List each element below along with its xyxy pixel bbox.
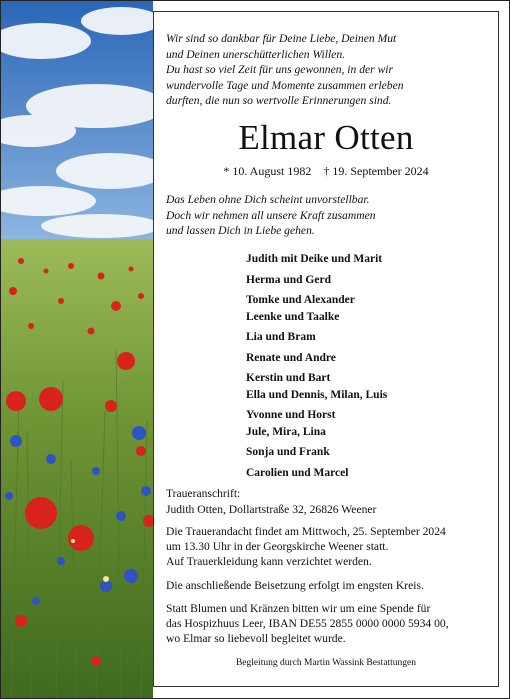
poem-line: wundervolle Tage und Momente zusammen erleben	[166, 78, 404, 92]
funeral-home-credit: Begleitung durch Martin Wassink Bestattungen	[235, 658, 417, 668]
mourner-line: Carolien und Marcel	[246, 466, 349, 479]
notice-line: wo Elmar so liebevoll begleitet wurde.	[166, 631, 346, 645]
mourner-group	[246, 370, 387, 403]
mourner-line: Ella und Dennis, Milan, Luis	[246, 388, 388, 401]
mourner-group	[246, 407, 387, 440]
mourner-line: Tomke und Alexander	[246, 294, 355, 306]
closing-poem	[166, 192, 376, 239]
poem-line: und lassen Dich in Liebe gehen.	[166, 224, 315, 237]
mourner-group	[246, 350, 387, 367]
notice-line: Statt Blumen und Kränzen bitten wir um eine Spende für	[166, 602, 431, 615]
mourner-line: Leenke und Taalke	[246, 310, 340, 323]
mourner-line: Renate und Andre	[246, 351, 336, 364]
mourner-group	[246, 444, 387, 461]
donation-notice	[166, 602, 449, 646]
notice-line: Auf Trauerkleidung kann verzichtet werden.	[166, 554, 372, 568]
notice-line: Die Trauerandacht findet am Mittwoch, 25. September 2024	[166, 525, 446, 538]
death-date: † 19. September 2024	[323, 164, 429, 178]
mourner-line: Sonja und Frank	[246, 446, 330, 458]
poem-line: Du hast so viel Zeit für uns gewonnen, in der wir	[166, 63, 394, 76]
address-label: Traueranschrift:	[166, 487, 241, 500]
poem-line: Doch wir nehmen all unsere Kraft zusammen	[166, 208, 376, 222]
mourner-group	[246, 465, 387, 482]
life-dates	[153, 163, 499, 179]
birth-date: * 10. August 1982	[223, 164, 312, 178]
service-notice	[166, 525, 446, 569]
poem-line: Wir sind so dankbar für Deine Liebe, Deinen Mut	[166, 32, 397, 45]
mourners-list	[246, 251, 387, 485]
mourner-line: Yvonne und Horst	[246, 409, 336, 421]
poem-line: und Deinen unerschütterlichen Willen.	[166, 47, 346, 61]
opening-poem	[166, 31, 404, 109]
mourner-group	[246, 272, 387, 289]
mourner-group	[246, 251, 387, 268]
poem-line: durften, die nun so wertvolle Erinnerungen sind.	[166, 94, 392, 107]
mourner-group	[246, 329, 387, 346]
mourner-line: Herma und Gerd	[246, 273, 331, 286]
address-value: Judith Otten, Dollartstraße 32, 26826 Weener	[166, 502, 377, 516]
mourner-line: Kerstin und Bart	[246, 372, 331, 384]
poem-line: Das Leben ohne Dich scheint unvorstellbar.	[166, 193, 370, 206]
mourning-address	[166, 486, 376, 517]
notice-line: das Hospizhuus Leer, IBAN DE55 2855 0000 0000 5934 00,	[166, 616, 449, 630]
mourner-group	[246, 292, 387, 325]
deceased-name: Elmar Otten	[238, 118, 414, 157]
mourner-line: Jule, Mira, Lina	[246, 425, 326, 438]
notice-line: um 13.30 Uhr in der Georgskirche Weener statt.	[166, 539, 389, 553]
mourner-line: Judith mit Deike und Marit	[246, 253, 383, 265]
poppy-field-photo	[1, 1, 153, 698]
notice-line: Die anschließende Beisetzung erfolgt im engsten Kreis.	[166, 579, 424, 592]
burial-notice	[166, 579, 424, 594]
mourner-line: Lia und Bram	[246, 331, 316, 343]
